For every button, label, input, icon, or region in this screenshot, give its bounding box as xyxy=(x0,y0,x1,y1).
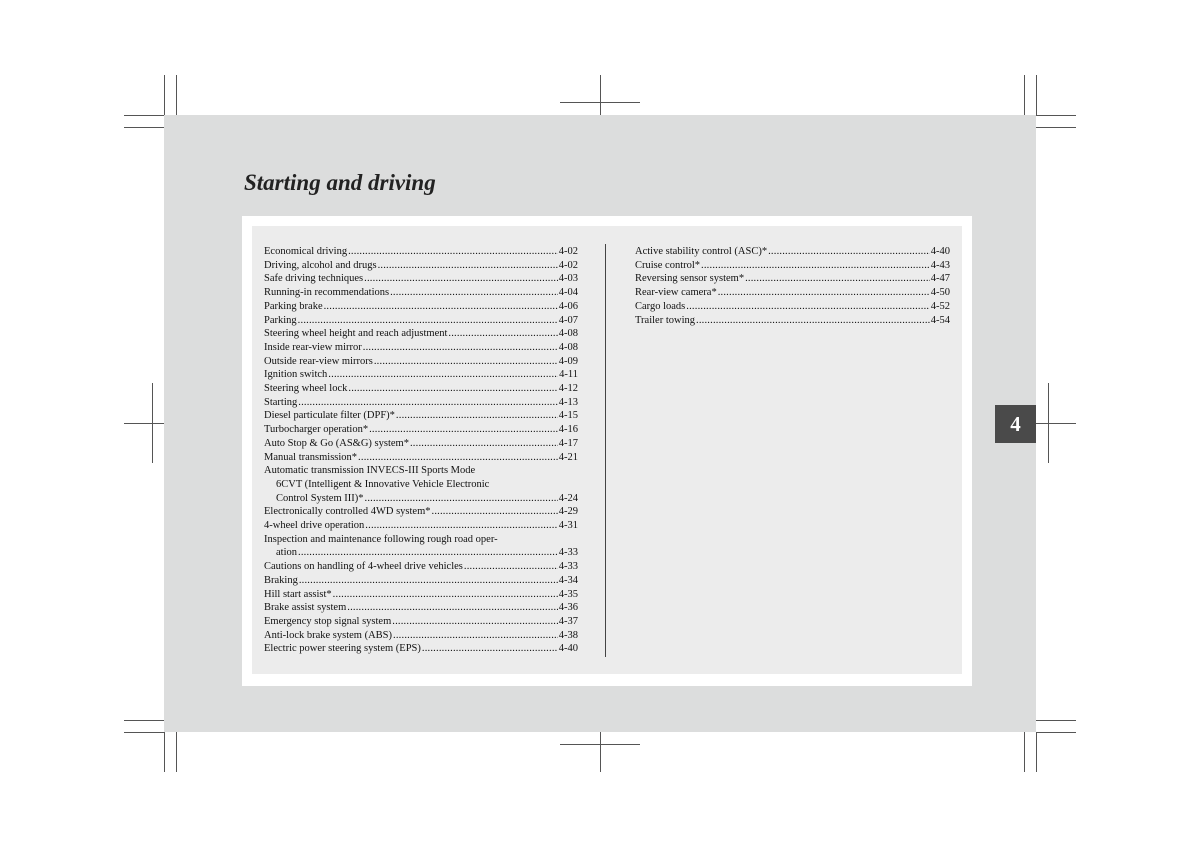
toc-entry[interactable] xyxy=(264,560,578,574)
toc-entry-page: 4-47 xyxy=(930,273,950,285)
toc-entry-label: 4-wheel drive operation xyxy=(264,520,365,532)
dot-leader xyxy=(718,286,930,300)
toc-entry-label: Safe driving techniques xyxy=(264,273,364,285)
toc-entry-page: 4-11 xyxy=(559,369,578,381)
toc-entry-page: 4-52 xyxy=(930,300,950,312)
toc-entry[interactable] xyxy=(264,492,578,506)
crop-mark xyxy=(1036,127,1076,128)
toc-entry[interactable] xyxy=(264,272,578,286)
toc-entry-label: Control System III)* xyxy=(276,492,364,504)
toc-panel xyxy=(242,216,972,686)
toc-entry-label: Steering wheel lock xyxy=(264,383,348,395)
dot-leader xyxy=(348,382,557,396)
toc-entry[interactable] xyxy=(264,437,578,451)
toc-entry-page: 4-33 xyxy=(558,547,578,559)
dot-leader xyxy=(393,629,558,643)
toc-entry-page: 4-40 xyxy=(558,643,578,655)
crop-mark xyxy=(176,75,177,115)
toc-entry-label: Electric power steering system (EPS) xyxy=(264,643,421,655)
toc-entry-label: Cargo loads xyxy=(635,300,686,312)
dot-leader xyxy=(768,245,930,259)
crop-mark xyxy=(124,423,164,424)
dot-leader xyxy=(358,451,558,465)
toc-entry[interactable] xyxy=(635,259,950,273)
dot-leader xyxy=(410,437,558,451)
crop-mark xyxy=(560,744,640,745)
toc-entry[interactable] xyxy=(264,642,578,656)
toc-entry[interactable] xyxy=(264,546,578,560)
crop-mark xyxy=(164,732,165,772)
toc-entry-label: Economical driving xyxy=(264,246,348,257)
toc-entry-label: Running-in recommendations xyxy=(264,287,390,299)
toc-entry-page: 4-07 xyxy=(558,314,578,326)
dot-leader xyxy=(432,505,558,519)
dot-leader xyxy=(378,259,558,273)
toc-entry-label: Brake assist system xyxy=(264,602,347,614)
dot-leader xyxy=(298,314,558,328)
toc-entry-page: 4-02 xyxy=(558,259,578,271)
toc-entry-page: 4-08 xyxy=(558,328,578,340)
toc-entry[interactable] xyxy=(264,300,578,314)
toc-entry-label: Electronically controlled 4WD system* xyxy=(264,506,431,518)
toc-entry-page: 4-02 xyxy=(558,246,578,257)
toc-entry[interactable] xyxy=(264,368,578,382)
toc-entry-label: Driving, alcohol and drugs xyxy=(264,259,377,271)
toc-entry-page: 4-40 xyxy=(930,246,950,257)
toc-entry-page: 4-17 xyxy=(558,437,578,449)
toc-entry-page: 4-03 xyxy=(558,273,578,285)
crop-mark xyxy=(1024,732,1025,772)
toc-entry[interactable] xyxy=(264,259,578,273)
toc-entry-page: 4-34 xyxy=(558,574,578,586)
toc-entry-label: Active stability control (ASC)* xyxy=(635,246,768,257)
toc-entry[interactable] xyxy=(264,423,578,437)
toc-entry[interactable] xyxy=(264,341,578,355)
crop-mark xyxy=(560,102,640,103)
toc-entry-page: 4-31 xyxy=(558,520,578,532)
crop-mark xyxy=(1036,732,1037,772)
dot-leader xyxy=(686,300,929,314)
toc-panel-inner xyxy=(252,226,962,674)
crop-mark xyxy=(176,732,177,772)
dot-leader xyxy=(333,588,558,602)
toc-entry[interactable] xyxy=(264,451,578,465)
toc-entry-label: Diesel particulate filter (DPF)* xyxy=(264,410,395,422)
dot-leader xyxy=(422,642,558,656)
toc-entry[interactable] xyxy=(264,286,578,300)
toc-entry-page: 4-36 xyxy=(558,602,578,614)
toc-entry-label: Turbocharger operation* xyxy=(264,424,369,436)
toc-entry[interactable] xyxy=(264,615,578,629)
toc-entry-label: Outside rear-view mirrors xyxy=(264,355,373,367)
dot-leader xyxy=(701,259,930,273)
toc-entry-page: 4-13 xyxy=(558,396,578,408)
crop-mark xyxy=(124,127,164,128)
dot-leader xyxy=(369,423,558,437)
toc-entry-page: 4-04 xyxy=(558,287,578,299)
toc-entry[interactable] xyxy=(264,245,578,259)
toc-entry-page: 4-35 xyxy=(558,588,578,600)
section-title: Starting and driving xyxy=(244,170,436,195)
toc-entry-page: 4-08 xyxy=(558,341,578,353)
toc-entry[interactable] xyxy=(264,327,578,341)
toc-entry-label: Parking brake xyxy=(264,300,323,312)
dot-leader xyxy=(365,492,558,506)
toc-entry-label: Manual transmission* xyxy=(264,451,358,463)
toc-entry-page: 4-06 xyxy=(558,300,578,312)
dot-leader xyxy=(396,409,558,423)
toc-entry-page: 4-24 xyxy=(558,492,578,504)
dot-leader xyxy=(364,272,558,286)
dot-leader xyxy=(464,560,558,574)
crop-mark xyxy=(1036,720,1076,721)
crop-mark xyxy=(124,732,164,733)
toc-entry[interactable] xyxy=(635,286,950,300)
toc-entry[interactable] xyxy=(635,245,950,259)
dot-leader xyxy=(348,245,558,259)
crop-mark xyxy=(1024,75,1025,115)
toc-entry[interactable] xyxy=(264,574,578,588)
toc-entry-label[interactable]: 6CVT (Intelligent & Innovative Vehicle Electronic xyxy=(276,478,490,490)
toc-entry-label: Parking xyxy=(264,314,297,326)
dot-leader xyxy=(324,300,558,314)
crop-mark xyxy=(124,115,164,116)
toc-entry-label: Steering wheel height and reach adjustment xyxy=(264,328,448,340)
toc-entry[interactable] xyxy=(635,272,950,286)
dot-leader xyxy=(390,286,558,300)
toc-entry-page: 4-54 xyxy=(930,314,950,326)
dot-leader xyxy=(745,272,930,286)
toc-entry-label: Ignition switch xyxy=(264,369,328,381)
toc-entry-label: Reversing sensor system* xyxy=(635,273,745,285)
toc-entry-page: 4-37 xyxy=(558,615,578,627)
crop-mark xyxy=(1036,732,1076,733)
toc-entry-label: Anti-lock brake system (ABS) xyxy=(264,629,393,641)
dot-leader xyxy=(363,341,558,355)
toc-entry-label: Braking xyxy=(264,574,298,586)
crop-mark xyxy=(1036,75,1037,115)
dot-leader xyxy=(328,368,558,382)
dot-leader xyxy=(365,519,557,533)
toc-entry[interactable] xyxy=(264,629,578,643)
toc-entry-label[interactable]: Inspection and maintenance following rough road oper- xyxy=(264,533,498,545)
toc-entry-label: Inside rear-view mirror xyxy=(264,341,362,353)
toc-entry-page: 4-16 xyxy=(558,424,578,436)
toc-entry-label[interactable]: Automatic transmission INVECS-III Sports Mode xyxy=(264,465,476,477)
dot-leader xyxy=(392,615,558,629)
toc-entry-label: ation xyxy=(276,547,297,559)
toc-entry[interactable] xyxy=(264,505,578,519)
toc-entry-page: 4-50 xyxy=(930,287,950,299)
toc-entry[interactable] xyxy=(635,300,950,314)
toc-entry[interactable] xyxy=(264,355,578,369)
dot-leader xyxy=(347,601,558,615)
toc-entry-page: 4-15 xyxy=(558,410,578,422)
toc-entry-label: Rear-view camera* xyxy=(635,287,717,299)
crop-mark xyxy=(164,75,165,115)
toc-entry-page: 4-21 xyxy=(558,451,578,463)
dot-leader xyxy=(298,546,558,560)
toc-entry-label: Starting xyxy=(264,396,298,408)
toc-entry[interactable] xyxy=(264,409,578,423)
toc-entry-page: 4-09 xyxy=(558,355,578,367)
dot-leader xyxy=(374,355,558,369)
toc-entry-label: Auto Stop & Go (AS&G) system* xyxy=(264,437,409,449)
toc-entry[interactable] xyxy=(264,588,578,602)
dot-leader xyxy=(448,327,557,341)
toc-entry[interactable] xyxy=(264,314,578,328)
toc-entry-label: Hill start assist* xyxy=(264,588,332,600)
dot-leader xyxy=(298,396,558,410)
toc-entry[interactable] xyxy=(264,382,578,396)
crop-mark xyxy=(1036,423,1076,424)
toc-entry[interactable] xyxy=(264,519,578,533)
toc-entry[interactable] xyxy=(264,396,578,410)
toc-entry-page: 4-12 xyxy=(558,383,578,395)
toc-entry-page: 4-43 xyxy=(930,259,950,271)
dot-leader xyxy=(696,314,930,328)
crop-mark xyxy=(124,720,164,721)
toc-right-column xyxy=(635,245,950,327)
toc-entry[interactable] xyxy=(264,601,578,615)
dot-leader xyxy=(299,574,558,588)
toc-entry-label: Cautions on handling of 4-wheel drive vehicles xyxy=(264,561,463,573)
toc-entry-label: Trailer towing xyxy=(635,314,695,326)
toc-entry-page: 4-33 xyxy=(558,561,578,573)
crop-mark xyxy=(600,732,601,772)
chapter-tab[interactable]: 4 xyxy=(995,405,1036,443)
toc-entry-label: Emergency stop signal system xyxy=(264,615,392,627)
toc-entry[interactable] xyxy=(635,314,950,328)
toc-left-column xyxy=(264,245,578,656)
crop-mark xyxy=(600,75,601,115)
column-divider xyxy=(605,244,606,657)
toc-entry-label: Cruise control* xyxy=(635,259,701,271)
toc-entry-page: 4-38 xyxy=(558,629,578,641)
crop-mark xyxy=(1036,115,1076,116)
toc-entry-page: 4-29 xyxy=(558,506,578,518)
